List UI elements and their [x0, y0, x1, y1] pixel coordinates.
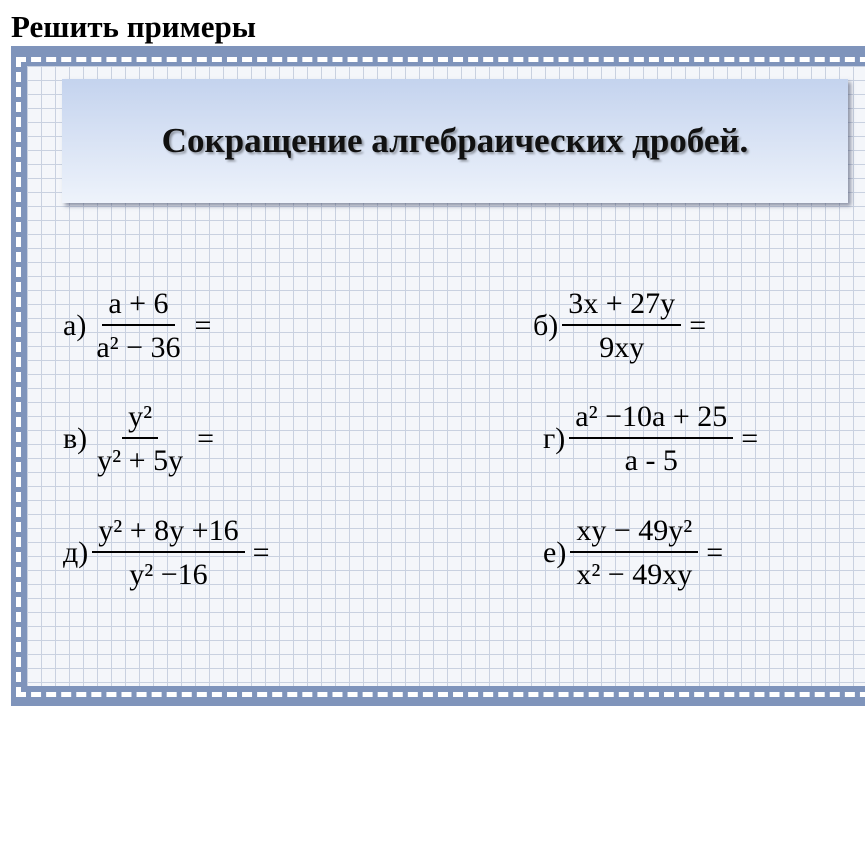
problem-label: а) [63, 309, 87, 342]
problem-label: г) [543, 422, 566, 455]
problem-e [543, 513, 723, 593]
problem-d [63, 513, 270, 593]
page-heading: Решить примеры [11, 9, 256, 44]
problem-b [533, 286, 706, 366]
problem-g [543, 399, 758, 479]
equals-sign: = [197, 422, 214, 455]
problem-label: е) [543, 536, 567, 569]
fraction-numerator: y² + 8y +16 [92, 513, 244, 553]
fraction [91, 399, 189, 479]
fraction-denominator: a² − 36 [96, 331, 181, 364]
slide-frame [11, 46, 865, 706]
equals-sign: = [689, 309, 707, 342]
equals-sign: = [194, 309, 212, 342]
fraction-numerator: xy − 49y² [570, 513, 698, 553]
fraction-numerator: 3x + 27y [562, 286, 681, 326]
equals-sign: = [741, 422, 759, 455]
slide-title-box [62, 79, 848, 203]
problem-label: б) [533, 309, 559, 342]
fraction [569, 399, 733, 479]
slide-title: Сокращение алгебраических дробей. [161, 121, 749, 160]
fraction [562, 286, 681, 366]
fraction-denominator: y² + 5y [97, 444, 184, 477]
problem-v [63, 399, 214, 479]
problem-a [63, 286, 211, 366]
fraction-denominator: 9xy [599, 331, 645, 364]
equals-sign: = [252, 536, 270, 569]
fraction [90, 286, 186, 366]
fraction-numerator: a + 6 [102, 286, 174, 326]
fraction-numerator: a² −10a + 25 [569, 399, 733, 439]
fraction-denominator: x² − 49xy [576, 558, 693, 591]
fraction-numerator: y² [122, 399, 158, 439]
fraction [92, 513, 244, 593]
equals-sign: = [706, 536, 724, 569]
problem-label: д) [63, 536, 89, 569]
problem-label: в) [63, 422, 88, 455]
fraction [570, 513, 698, 593]
fraction-denominator: a - 5 [624, 444, 678, 477]
fraction-denominator: y² −16 [129, 558, 208, 591]
